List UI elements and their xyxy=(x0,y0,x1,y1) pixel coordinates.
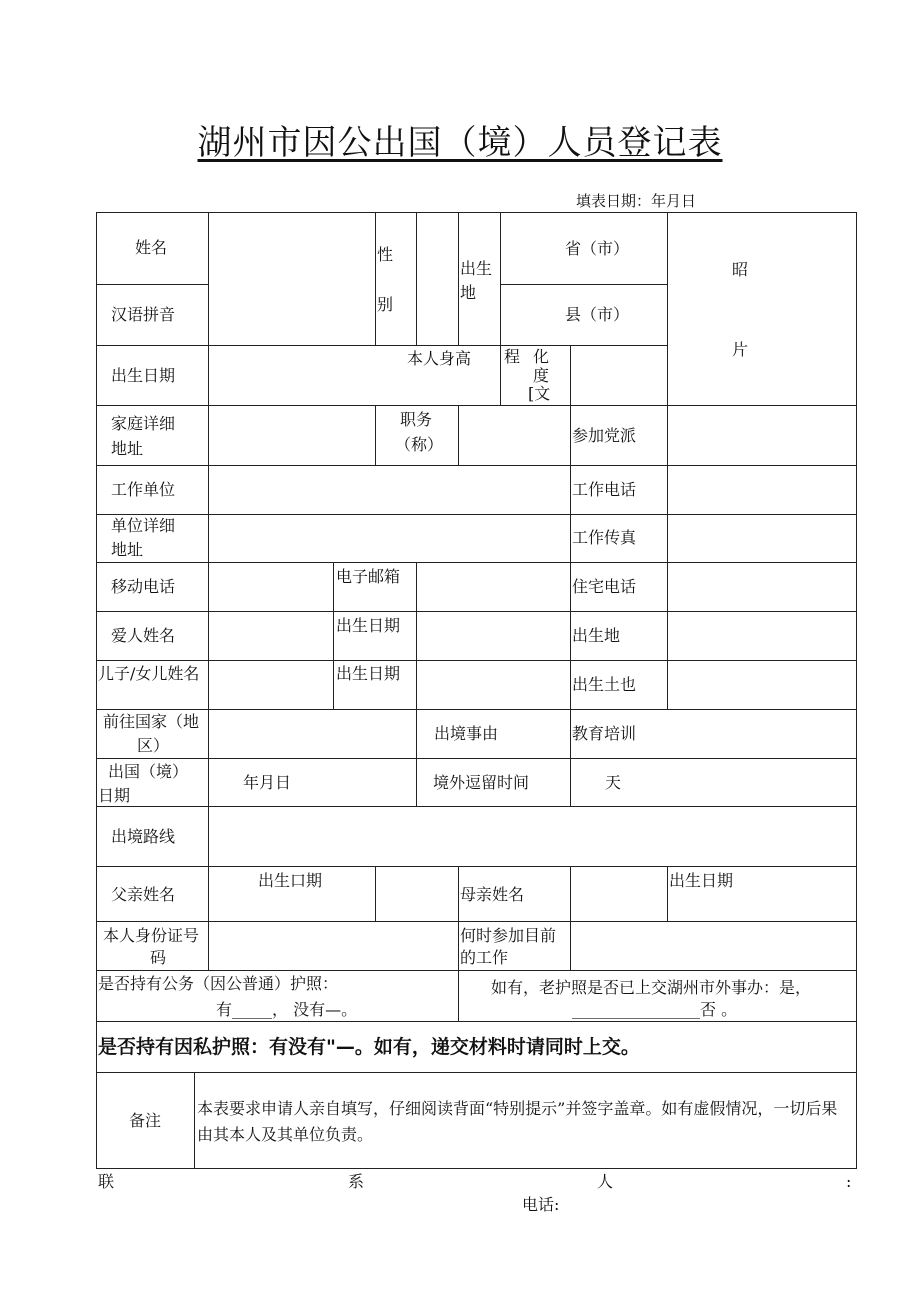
label-work-unit: 工作单位 xyxy=(111,480,176,499)
label-phone: 电话: xyxy=(522,1195,560,1214)
label-child-name: 儿子/女儿姓名 xyxy=(98,664,200,683)
label-gender-2: 别 xyxy=(377,295,394,314)
label-join-work-1: 何时参加目前 xyxy=(460,926,557,945)
label-photo-1: 昭 xyxy=(732,260,749,279)
label-edu-cheng: 程 xyxy=(504,347,521,366)
label-destination-2: 区） xyxy=(137,736,170,755)
label-gender-1: 性 xyxy=(377,245,394,264)
label-pinyin: 汉语拼音 xyxy=(111,305,176,324)
old-passport-answer: ________________否 。 xyxy=(572,1000,738,1019)
label-remarks: 备注 xyxy=(129,1111,162,1130)
label-spouse-name: 爱人姓名 xyxy=(111,626,176,645)
label-mother-name: 母亲姓名 xyxy=(460,885,525,904)
label-email: 电子邮箱 xyxy=(336,567,401,586)
label-mobile: 移动电话 xyxy=(111,577,176,596)
label-birthplace-1: 出生 xyxy=(460,259,493,278)
label-position-2: （称） xyxy=(395,435,444,454)
label-edu-du: 度 xyxy=(533,366,550,385)
label-unit-address-1: 单位详细 xyxy=(111,516,176,535)
label-route: 出境路线 xyxy=(111,827,176,846)
label-county: 县（市） xyxy=(565,305,630,324)
label-province: 省（市） xyxy=(565,239,630,258)
label-exit-date-1: 出国（境） xyxy=(108,762,189,781)
contact-char-1: 联 xyxy=(98,1172,115,1191)
remarks-text: 本表要求申请人亲自填写，仔细阅读背面“特别提示”并签字盖章。如有虚假情况，一切后果由其本人及其单位负责。 xyxy=(197,1099,838,1144)
label-home-address-1: 家庭详细 xyxy=(111,414,176,433)
label-party: 参加党派 xyxy=(572,426,637,445)
official-passport-answer: 有_____， 没有—。 xyxy=(216,1000,358,1019)
label-exit-date-2: 日期 xyxy=(98,786,131,805)
label-home-phone: 住宅电话 xyxy=(572,577,637,596)
label-unit-address-2: 地址 xyxy=(111,540,144,559)
label-edu-hua: 化 xyxy=(533,347,550,366)
label-destination-1: 前往国家（地 xyxy=(103,712,200,731)
label-height: 本人身高 xyxy=(407,349,472,368)
contact-char-3: 人 xyxy=(597,1172,614,1191)
label-position-1: 职务 xyxy=(400,410,433,429)
label-spouse-birthplace: 出生地 xyxy=(572,626,621,645)
label-child-birthplace: 出生土也 xyxy=(572,675,637,694)
value-stay-time: 天 xyxy=(605,773,622,792)
form-title: 湖州市因公出国（境）人员登记表 xyxy=(197,123,723,163)
label-father-birth-date: 出生口期 xyxy=(258,871,323,890)
label-photo-2: 片 xyxy=(732,340,749,359)
label-child-birth-date: 出生日期 xyxy=(336,664,401,683)
label-birth-date: 出生日期 xyxy=(111,366,176,385)
label-id-number-2: 码 xyxy=(150,948,167,967)
label-exit-reason: 出境事由 xyxy=(434,724,499,743)
contact-char-2: 系 xyxy=(348,1172,365,1191)
label-birthplace-2: 地 xyxy=(460,283,477,302)
label-work-fax: 工作传真 xyxy=(572,528,637,547)
official-passport-question: 是否持有公务（因公普通）护照： xyxy=(98,974,339,993)
label-home-address-2: 地址 xyxy=(111,439,144,458)
label-id-number-1: 本人身份证号 xyxy=(103,926,200,945)
label-edu-wen: [文 xyxy=(528,384,551,403)
old-passport-question: 如有，老护照是否已上交湖州市外事办：是， xyxy=(491,978,812,997)
value-exit-date: 年月日 xyxy=(243,773,292,792)
label-join-work-2: 的工作 xyxy=(460,948,509,967)
contact-colon: : xyxy=(846,1172,852,1191)
label-mother-birth-date: 出生日期 xyxy=(669,871,734,890)
private-passport-statement: 是否持有因私护照：有没有"—。如有，递交材料时请同时上交。 xyxy=(98,1036,640,1058)
label-name: 姓名 xyxy=(135,238,168,257)
label-stay-time: 境外逗留时间 xyxy=(433,773,530,792)
label-spouse-birth-date: 出生日期 xyxy=(336,616,401,635)
label-work-phone: 工作电话 xyxy=(572,480,637,499)
value-exit-reason: 教育培训 xyxy=(572,724,637,743)
fill-date: 填表日期：年月日 xyxy=(576,192,697,210)
label-father-name: 父亲姓名 xyxy=(111,885,176,904)
